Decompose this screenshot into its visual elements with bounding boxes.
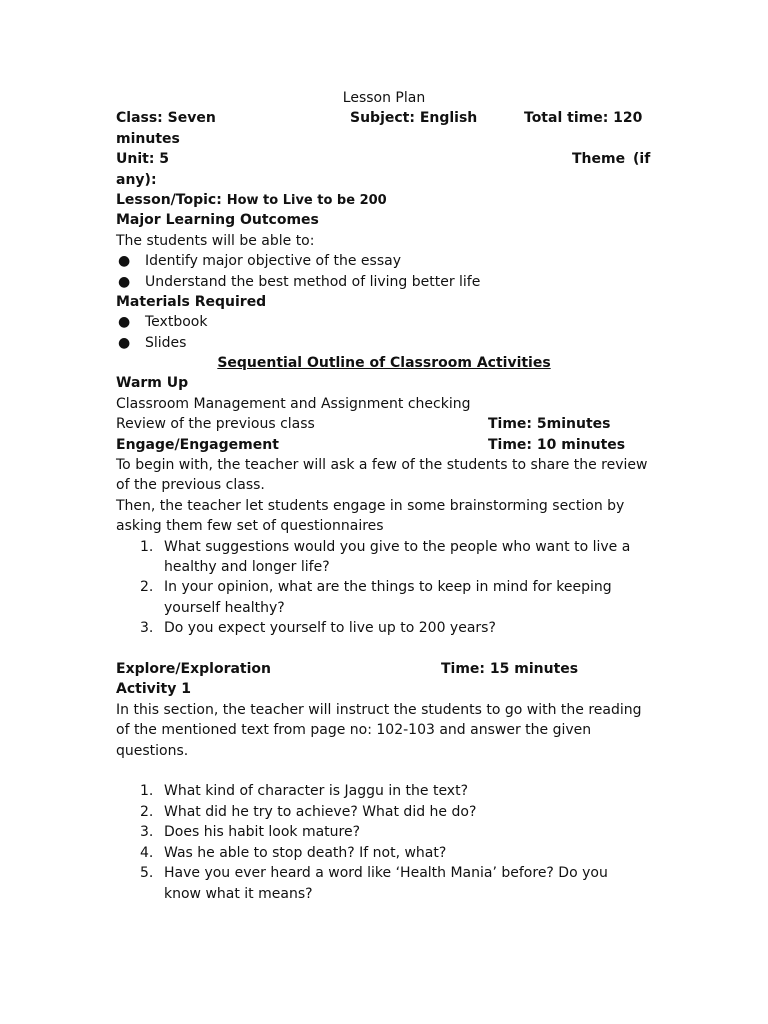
list-item: 3. Do you expect yourself to live up to 200 years? [140, 620, 496, 637]
spacer [116, 761, 652, 781]
material-item: ● Textbook [116, 312, 652, 332]
engage-paragraph: To begin with, the teacher will ask a few of the students to share the review of the previous class. [116, 457, 648, 494]
bullet-icon: ● [118, 334, 131, 351]
warmup-heading: Warm Up [116, 375, 189, 392]
bullet-icon: ● [118, 314, 131, 331]
outcome-item: ● Understand the best method of living better life [116, 272, 652, 292]
warmup-review-row: Review of the previous class Time: 5minutes [116, 414, 652, 434]
page-title: Lesson Plan [342, 90, 426, 106]
outcomes-intro: The students will be able to: [116, 232, 315, 249]
activity-heading: Activity 1 [116, 681, 191, 698]
subject-label: Subject: English [350, 110, 478, 127]
total-time-continuation: minutes [116, 130, 180, 147]
theme-continuation: any): [116, 171, 157, 188]
list-item: 1. What kind of character is Jaggu in the text? [140, 783, 469, 800]
theme-label: Theme [572, 151, 626, 168]
outcome-item: ● Identify major objective of the essay [116, 251, 652, 271]
lesson-topic-row [116, 190, 652, 210]
outline-heading: Sequential Outline of Classroom Activities [217, 355, 551, 372]
class-label: Class: Seven [116, 110, 216, 127]
bullet-icon: ● [118, 253, 131, 270]
list-item: 3. Does his habit look mature? [140, 824, 361, 841]
materials-heading: Materials Required [116, 293, 267, 310]
material-item: ● Slides [116, 333, 652, 353]
theme-label-if: (if [633, 151, 651, 168]
explore-paragraph: In this section, the teacher will instruct the students to go with the reading of the mentioned text from page no: 102-103 and answer the given questions. [116, 701, 642, 759]
engage-heading: Engage/Engagement [116, 436, 279, 453]
topic-label: Lesson/Topic: [116, 191, 222, 208]
engage-paragraph: Then, the teacher let students engage in some brainstorming section by asking them few set of questionnaires [116, 497, 625, 535]
document-page [116, 88, 652, 904]
warmup-time: Time: 5minutes [488, 416, 611, 433]
bullet-icon: ● [118, 273, 131, 290]
unit-theme-row [116, 149, 652, 169]
outcomes-heading: Major Learning Outcomes [116, 212, 319, 229]
warmup-line: Classroom Management and Assignment checking [116, 395, 471, 412]
explore-heading-row [116, 659, 652, 679]
total-time-label: Total time: 120 [524, 110, 643, 127]
list-item: 1. What suggestions would you give to the people who want to live a healthy and longer life? [140, 538, 631, 576]
list-item: 4. Was he able to stop death? If not, what? [140, 844, 447, 861]
list-item: 2. In your opinion, what are the things to keep in mind for keeping yourself healthy? [140, 579, 612, 616]
list-item: 5. Have you ever heard a word like ‘Health Mania’ before? Do you know what it means? [140, 865, 608, 902]
list-item: 2. What did he try to achieve? What did he do? [140, 803, 477, 820]
topic-value: How to Live to be 200 [226, 192, 387, 208]
engage-heading-row [116, 435, 652, 455]
engage-time: Time: 10 minutes [488, 436, 626, 453]
explore-time: Time: 15 minutes [441, 661, 579, 678]
spacer [116, 639, 652, 659]
explore-heading: Explore/Exploration [116, 661, 272, 678]
class-subject-time-row [116, 108, 652, 128]
unit-label: Unit: 5 [116, 151, 170, 168]
